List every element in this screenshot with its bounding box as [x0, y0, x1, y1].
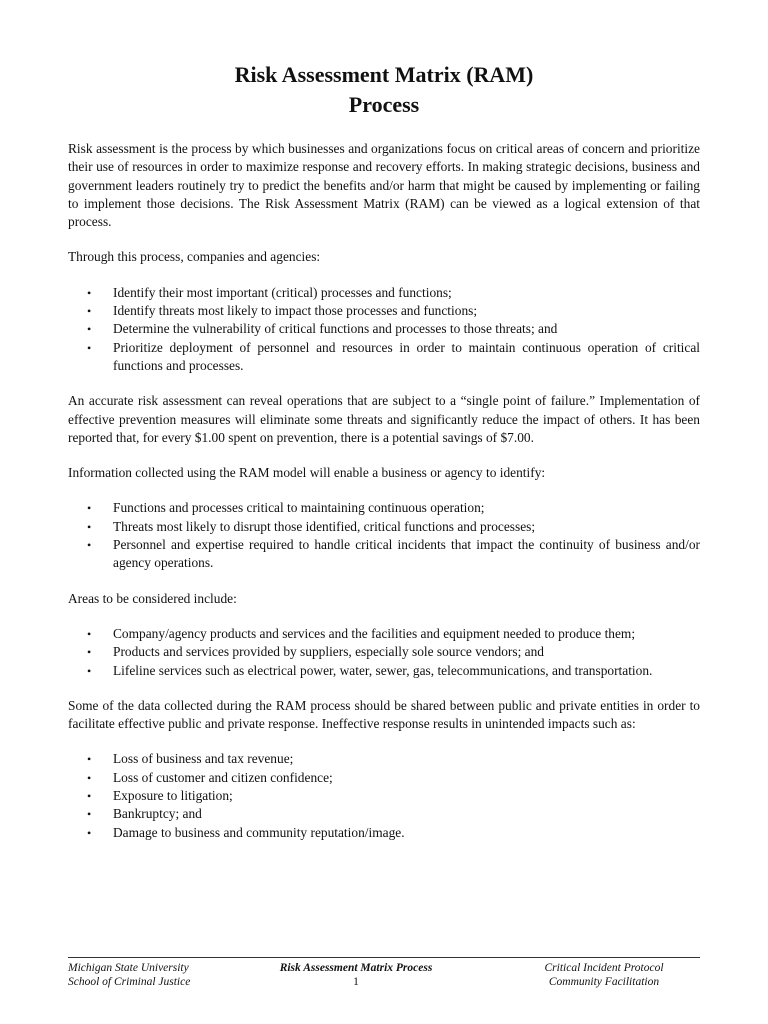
paragraph-intro: Risk assessment is the process by which businesses and organizations focus on critical areas of concern and prioritize their use of resources in order to maximize response and recovery efforts. In making strategic decisions, business and government leaders routinely try to predict the benefits and/or harm that might be caused by implementing or failing to implement those decisions. The Risk Assessment Matrix (RAM) can be viewed as a logical extension of that process. [68, 141, 700, 230]
bullet-icon: • [87, 752, 92, 767]
bullet-icon: • [87, 285, 92, 300]
footer-facilitation: Community Facilitation [548, 976, 660, 988]
list-item: • Loss of business and tax revenue; [68, 750, 700, 768]
list-item: • Exposure to litigation; [68, 787, 700, 805]
title-line-2: Process [348, 92, 420, 117]
footer-document-title: Risk Assessment Matrix Process [279, 962, 433, 974]
title-line-1: Risk Assessment Matrix (RAM) [234, 62, 534, 87]
bullet-icon: • [87, 538, 92, 553]
list-item: • Identify their most important (critical) processes and functions; [68, 284, 700, 302]
paragraph-accurate-assessment: An accurate risk assessment can reveal operations that are subject to a “single point of failure.” Implementation of effective prevention measures will eliminate some threats and significantly reduce the impact of others. It has been reported that, for every $1.00 spent on prevention, there is a potential savings of $7.00. [68, 393, 700, 445]
page-title [0, 60, 768, 120]
list-item: • Identify threats most likely to impact those processes and functions; [68, 302, 700, 320]
list-item: • Products and services provided by suppliers, especially sole source vendors; and [68, 643, 700, 661]
footer-right [508, 961, 700, 989]
list-item: • Lifeline services such as electrical power, water, sewer, gas, telecommunications, and transportation. [68, 662, 700, 680]
footer-center [246, 961, 466, 989]
list-item: • Personnel and expertise required to handle critical incidents that impact the continuity of business and/or agency operations. [87, 537, 700, 571]
bullet-icon: • [87, 519, 92, 534]
list-item: • Damage to business and community reputation/image. [68, 824, 700, 842]
list-item: • Loss of customer and citizen confidence; [68, 769, 700, 787]
bullet-icon: • [87, 626, 92, 641]
footer-left [68, 961, 190, 989]
bullet-icon: • [87, 322, 92, 337]
list-impacts [68, 750, 700, 841]
page-footer [68, 957, 700, 988]
bullet-icon: • [87, 770, 92, 785]
footer-protocol: Critical Incident Protocol [544, 962, 664, 974]
bullet-icon: • [87, 340, 92, 355]
footer-school: School of Criminal Justice [68, 976, 191, 988]
list-item: • Prioritize deployment of personnel and resources in order to maintain continuous operation of critical functions and processes. [87, 339, 700, 373]
list-areas [68, 625, 700, 680]
footer-university: Michigan State University [68, 962, 189, 974]
document-body [68, 140, 700, 859]
page-number: 1 [353, 976, 359, 988]
bullet-icon: • [87, 807, 92, 822]
bullet-icon: • [87, 304, 92, 319]
list-process-steps [68, 284, 700, 375]
list-item: • Threats most likely to disrupt those identified, critical functions and processes; [68, 518, 700, 536]
list-identify [68, 499, 700, 572]
list-item: • Functions and processes critical to maintaining continuous operation; [68, 499, 700, 517]
paragraph-through-process: Through this process, companies and agencies: [68, 249, 321, 265]
bullet-icon: • [87, 501, 92, 516]
list-item: • Determine the vulnerability of critical functions and processes to those threats; and [68, 320, 700, 338]
bullet-icon: • [87, 663, 92, 678]
paragraph-areas: Areas to be considered include: [68, 590, 237, 606]
bullet-icon: • [87, 825, 92, 840]
bullet-icon: • [87, 645, 92, 660]
paragraph-information-collected: Information collected using the RAM model will enable a business or agency to identify: [68, 465, 546, 481]
bullet-icon: • [87, 789, 92, 804]
paragraph-data-shared: Some of the data collected during the RAM process should be shared between public and private entities in order to facilitate effective public and private response. Ineffective response results in unintended impacts such as: [68, 697, 700, 732]
list-item: • Bankruptcy; and [68, 805, 700, 823]
list-item: • Company/agency products and services and the facilities and equipment needed to produce them; [68, 625, 700, 643]
